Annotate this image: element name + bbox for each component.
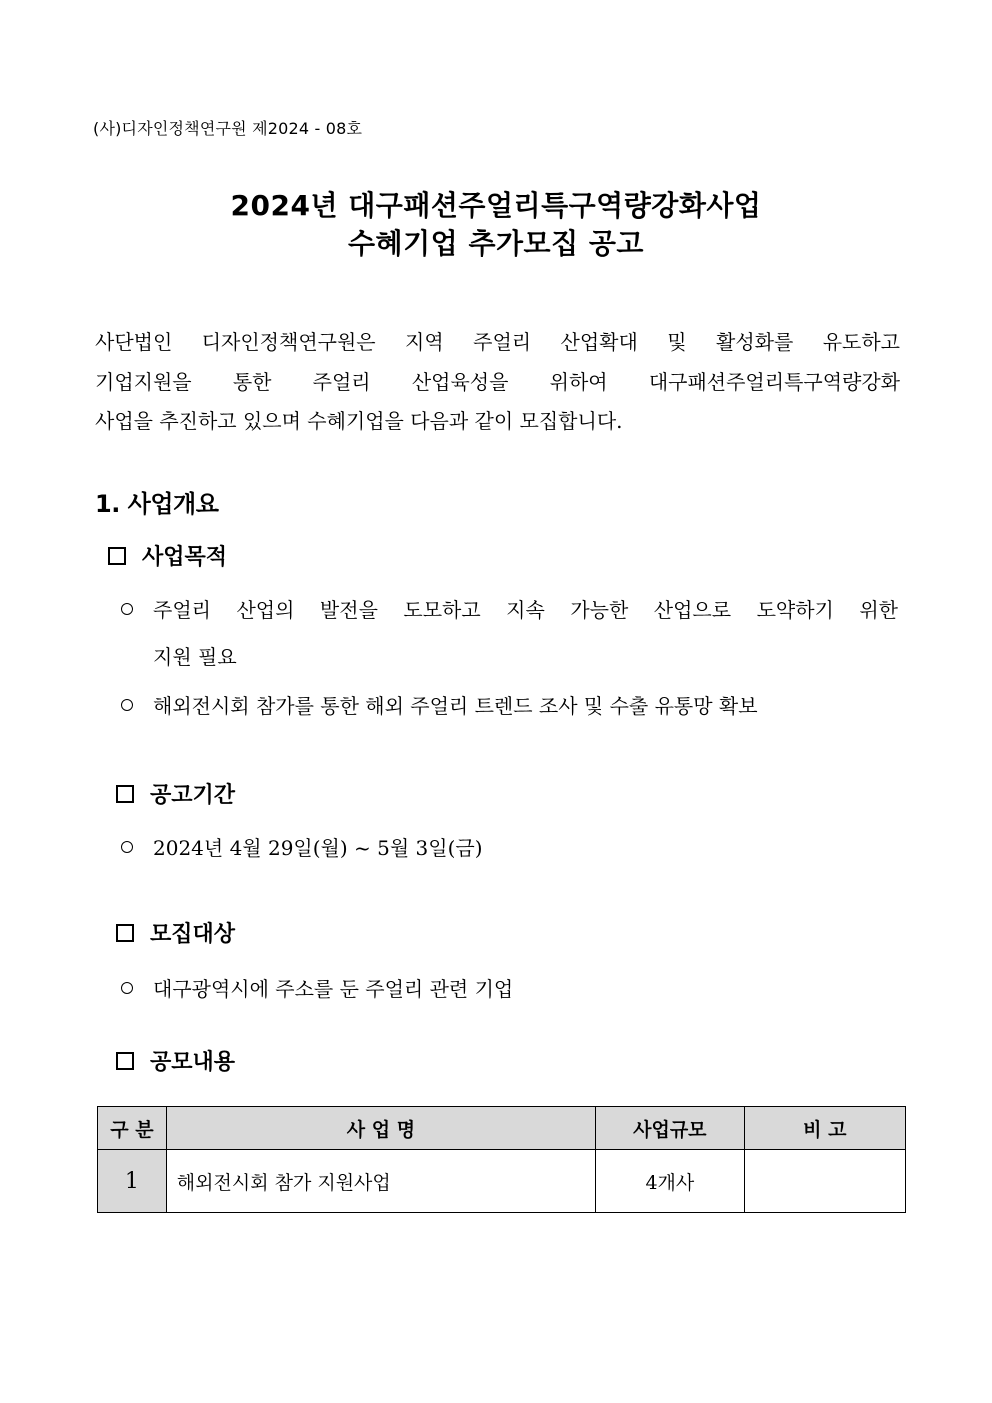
circle-bullet-icon [121, 603, 133, 615]
row-scale: 4개사 [596, 1150, 744, 1213]
header-note: 비 고 [744, 1107, 905, 1150]
row-note [744, 1150, 905, 1213]
title-line-1: 2024년 대구패션주얼리특구역량강화사업 [230, 189, 762, 222]
header-category: 구 분 [98, 1107, 167, 1150]
checkbox-square-icon [108, 547, 126, 565]
subheading-label: 공모내용 [150, 1049, 236, 1075]
subheading-label: 사업목적 [142, 544, 228, 570]
checkbox-square-icon [116, 1052, 134, 1070]
checkbox-square-icon [116, 785, 134, 803]
checkbox-square-icon [116, 924, 134, 942]
subheading-contents [116, 1045, 235, 1076]
circle-bullet-icon [121, 699, 133, 711]
subheading-target [116, 917, 235, 948]
header-scale: 사업규모 [596, 1107, 744, 1150]
purpose-bullet-2: 해외전시회 참가를 통한 해외 주얼리 트렌드 조사 및 수출 유통망 확보 [153, 694, 758, 718]
purpose-bullet-1-line-2: 지원 필요 [153, 645, 237, 669]
intro-line-1: 사단법인 디자인정책연구원은 지역 주얼리 산업확대 및 활성화를 유도하고 [95, 330, 900, 354]
subheading-period [116, 778, 235, 809]
circle-bullet-icon [121, 982, 133, 994]
subheading-label: 모집대상 [150, 921, 236, 947]
subheading-label: 공고기간 [150, 782, 236, 808]
target-bullet: 대구광역시에 주소를 둔 주얼리 관련 기업 [153, 977, 514, 1001]
intro-line-3: 사업을 추진하고 있으며 수혜기업을 다음과 같이 모집합니다. [95, 409, 623, 433]
title-line-2: 수혜기업 추가모집 공고 [348, 227, 644, 260]
table-row [98, 1150, 906, 1213]
table-header-row [98, 1107, 906, 1150]
subheading-purpose [108, 540, 227, 571]
row-number: 1 [98, 1150, 167, 1213]
contents-table [97, 1106, 906, 1213]
section-heading: 1. 사업개요 [95, 490, 219, 518]
header-project-name: 사 업 명 [166, 1107, 595, 1150]
purpose-bullet-1-line-1: 주얼리 산업의 발전을 도모하고 지속 가능한 산업으로 도약하기 위한 [153, 598, 898, 622]
period-bullet: 2024년 4월 29일(월) ~ 5월 3일(금) [153, 836, 483, 860]
row-project-name: 해외전시회 참가 지원사업 [166, 1150, 595, 1213]
intro-line-2: 기업지원을 통한 주얼리 산업육성을 위하여 대구패션주얼리특구역량강화 [95, 370, 900, 394]
document-number: (사)디자인정책연구원 제2024 - 08호 [93, 119, 363, 138]
circle-bullet-icon [121, 841, 133, 853]
